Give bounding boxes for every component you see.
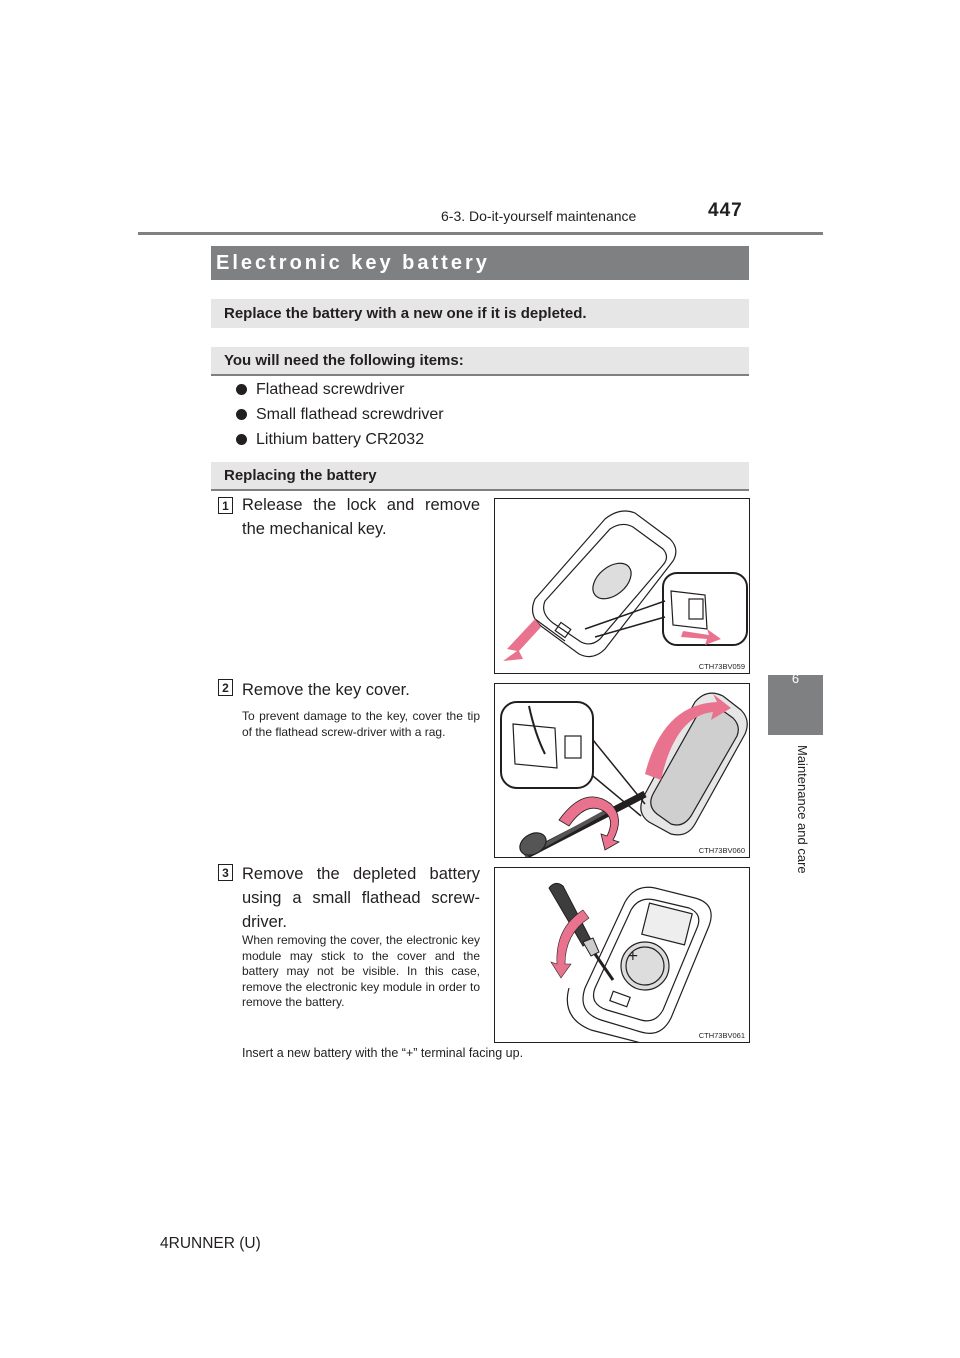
figure-code: CTH73BV060	[698, 846, 745, 855]
bullet-icon	[236, 384, 247, 395]
list-item	[236, 406, 444, 424]
item-label: Small flathead screwdriver	[256, 406, 444, 423]
step-note: To prevent damage to the key, cover the tip of the flathead screw-driver with a rag.	[242, 709, 480, 739]
section-title: 6-3. Do-it-yourself maintenance	[441, 208, 637, 224]
chapter-tab	[768, 671, 823, 735]
step-text: Release the lock and remove the mechanical key.	[242, 496, 480, 538]
step-note: When removing the cover, the electronic key module may stick to the cover and the battery may not be visible. In this case, remove the electronic key module in order to remove the battery.	[242, 933, 480, 1009]
vehicle-model: 4RUNNER (U)	[160, 1235, 261, 1252]
step-number: 2	[218, 679, 233, 696]
figure-remove-mechanical-key	[494, 498, 750, 674]
list-item	[236, 381, 405, 399]
step-text: Remove the key cover.	[242, 681, 410, 699]
figure-remove-key-cover	[494, 683, 750, 858]
chapter-number: 6	[791, 671, 800, 686]
figure-remove-battery	[494, 867, 750, 1043]
items-bar: You will need the following items:	[211, 347, 749, 376]
bullet-icon	[236, 434, 247, 445]
list-item	[236, 431, 424, 449]
bullet-icon	[236, 409, 247, 420]
page-number: 447	[708, 200, 743, 221]
svg-text:+: +	[627, 948, 639, 964]
figure-code: CTH73BV059	[698, 662, 745, 671]
key-fob-illustration	[495, 499, 750, 674]
replacing-bar: Replacing the battery	[211, 462, 749, 491]
chapter-label: Maintenance and care	[795, 745, 810, 874]
intro-bar: Replace the battery with a new one if it is depleted.	[211, 299, 749, 328]
item-label: Lithium battery CR2032	[256, 431, 425, 448]
arrow-icon	[681, 629, 721, 645]
arrow-icon	[503, 619, 541, 661]
final-note: Insert a new battery with the “+” terminal facing up.	[242, 1046, 524, 1060]
item-label: Flathead screwdriver	[256, 381, 405, 398]
figure-code: CTH73BV061	[698, 1031, 745, 1040]
battery-illustration	[495, 868, 750, 1043]
page-title: Electronic key battery	[211, 246, 749, 280]
step-number: 3	[218, 864, 233, 881]
step-text: Remove the depleted battery using a small flathead screw-driver.	[242, 865, 480, 931]
key-cover-illustration	[495, 684, 750, 858]
step-number: 1	[218, 497, 233, 514]
header-rule	[138, 232, 823, 235]
